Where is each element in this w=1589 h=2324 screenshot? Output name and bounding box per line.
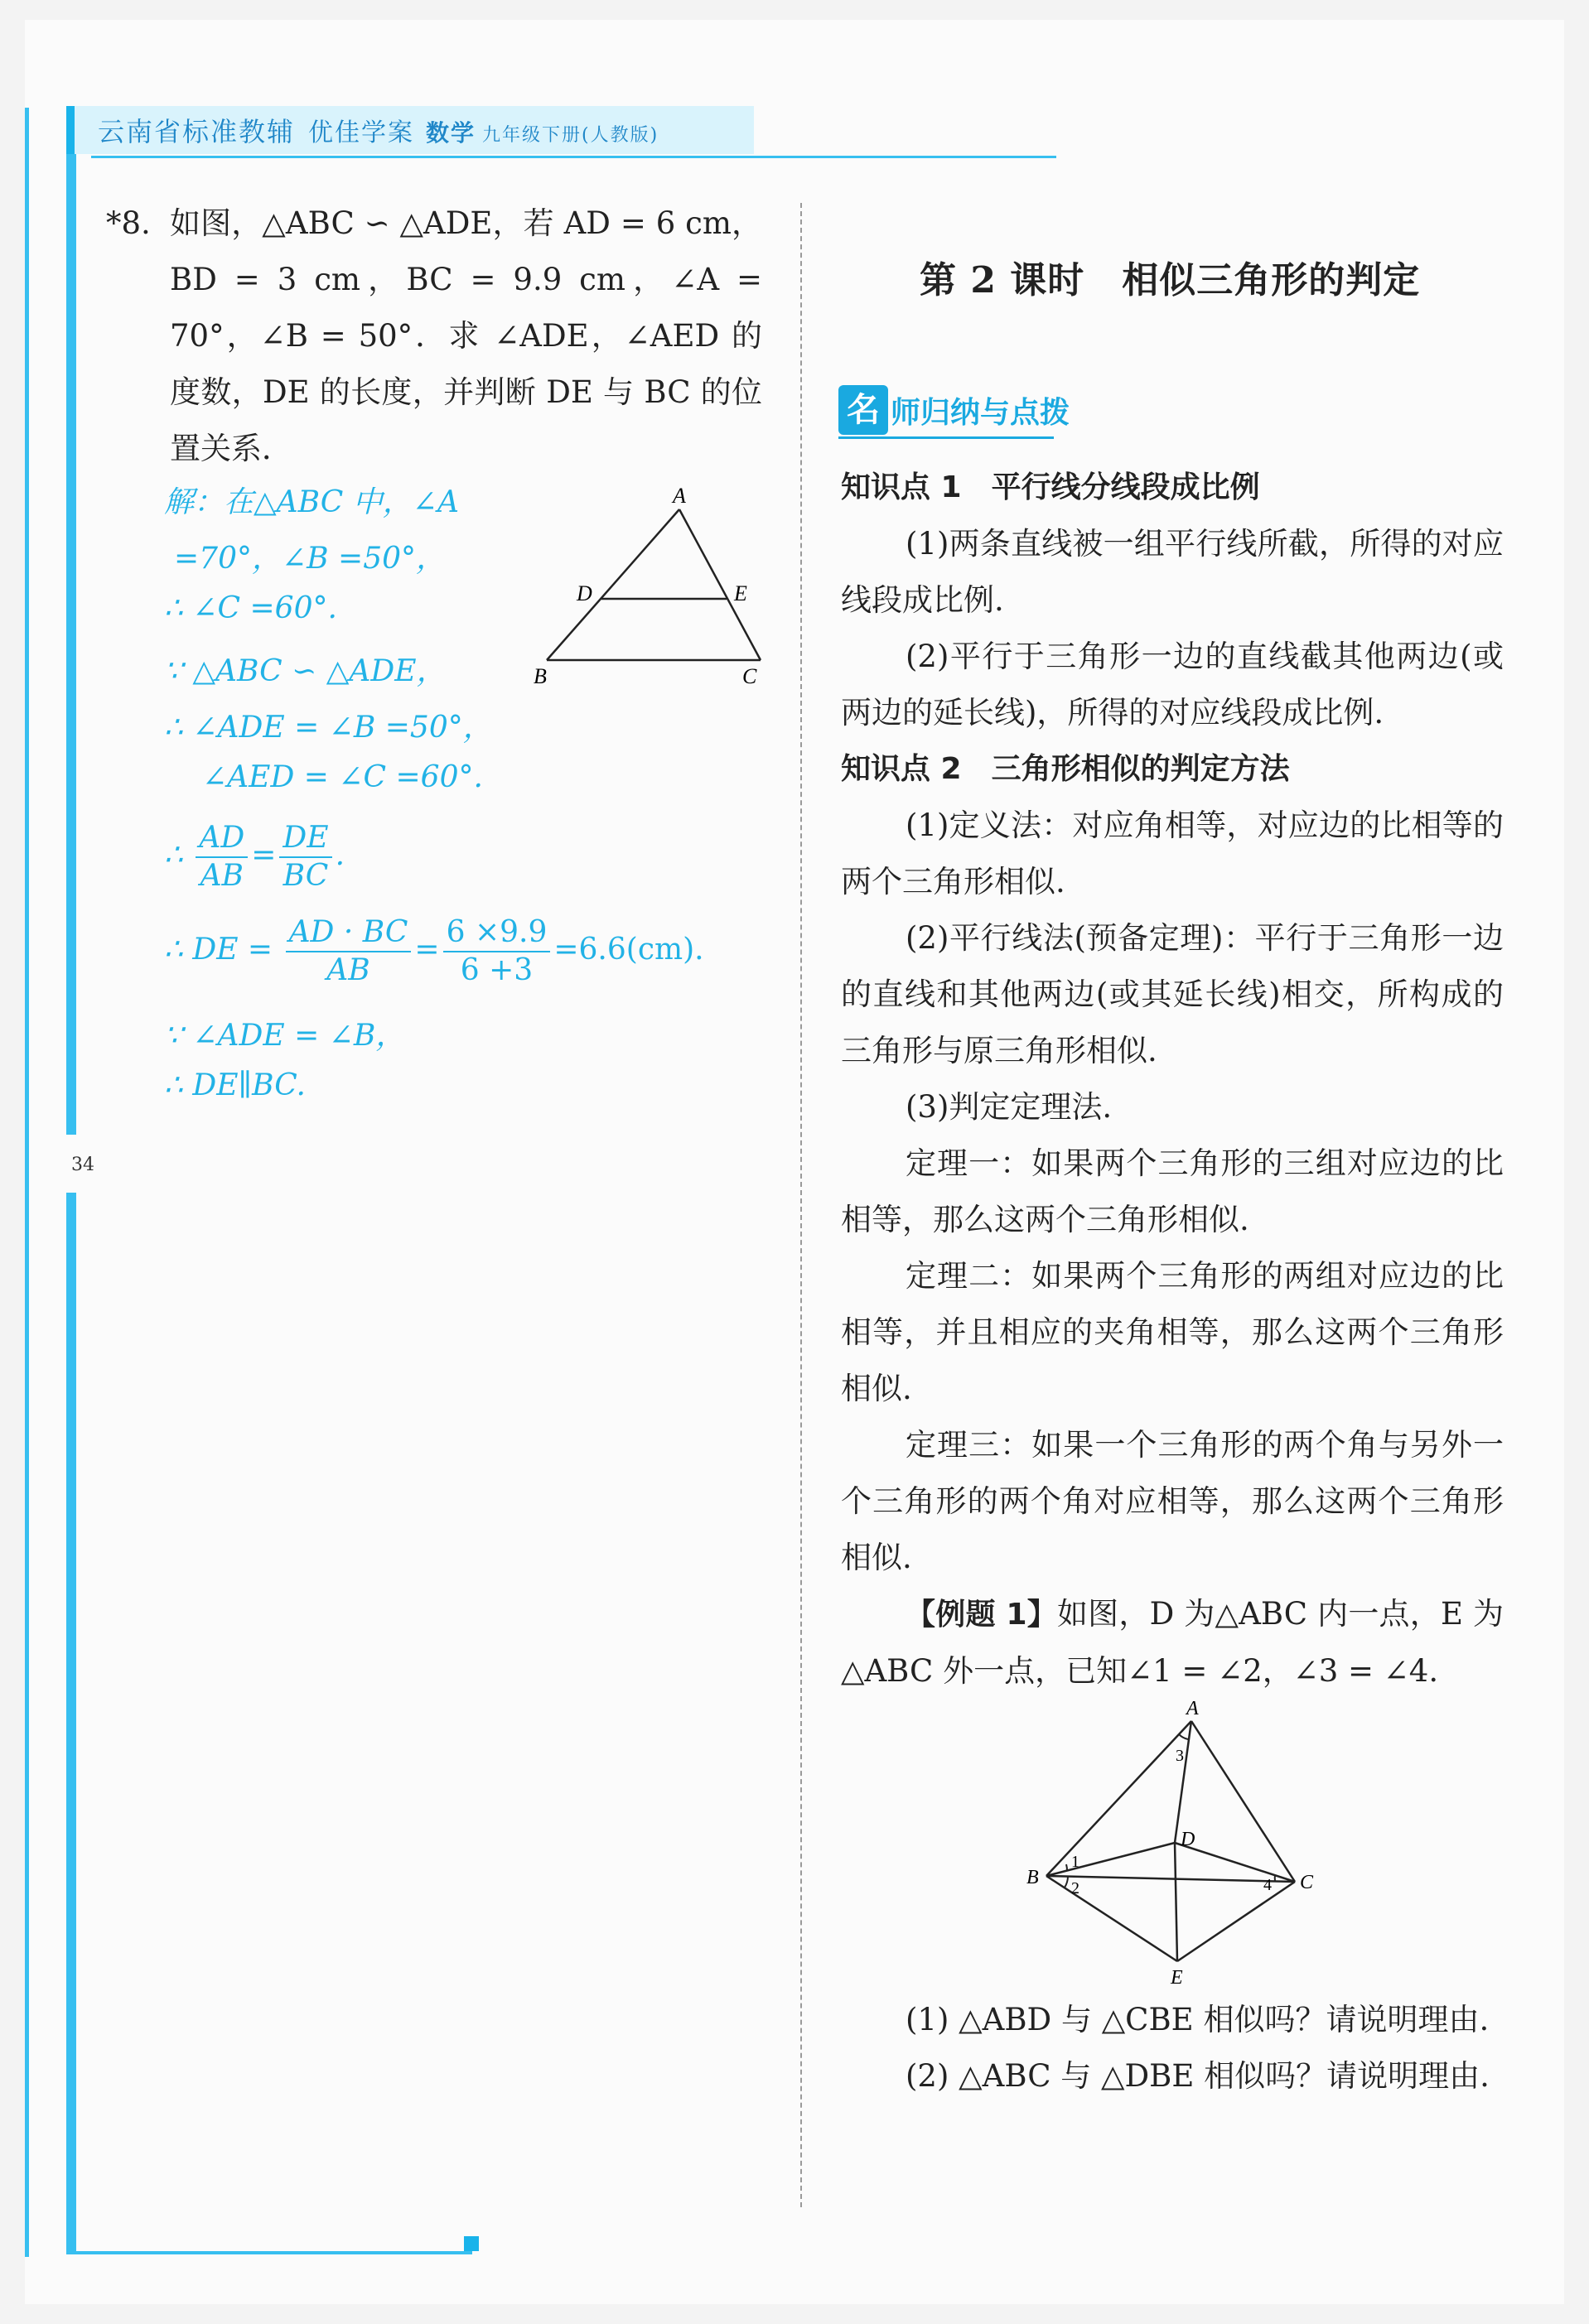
- frac-num-numeric: 6 ×9.9: [443, 914, 551, 952]
- example-questions: [841, 1992, 1504, 2105]
- theorem-2: 定理二：如果两个三角形的两组对应边的比相等，并且相应的夹角相等，那么这两个三角形相似.: [841, 1258, 1504, 1406]
- solution-line-2: =70°，∠B =50°，: [174, 542, 447, 576]
- fraction-numeric: [443, 914, 551, 989]
- fig2-segment-bd: [1046, 1843, 1175, 1876]
- lesson-body: [841, 460, 1504, 1700]
- fig1-label-a: A: [673, 485, 686, 508]
- example-tag: 【例题 1】: [906, 1598, 1057, 1632]
- solution-line-6: ∠AED = ∠C =60°.: [202, 760, 483, 794]
- lesson-title: 第 2 课时 相似三角形的判定: [920, 259, 1421, 301]
- solution-line-9: ∵ ∠ADE = ∠B，: [164, 1019, 406, 1053]
- solution-7-prefix: ∴: [164, 838, 183, 872]
- bottom-corner-square: [464, 2236, 479, 2251]
- question-2: (2) △ABC 与 △DBE 相似吗？请说明理由.: [906, 2058, 1490, 2094]
- frac-num-de: DE: [279, 820, 331, 858]
- frac-den-numeric: 6 +3: [460, 953, 534, 987]
- kp2-paragraph-1: (1)定义法：对应角相等，对应边的比相等的两个三角形相似.: [841, 808, 1504, 899]
- fraction-de-bc: [279, 820, 331, 894]
- fig1-label-e: E: [734, 581, 747, 605]
- problem-8-text: 如图，△ABC ∽ △ADE，若 AD = 6 cm，BD = 3 cm，BC = 9.9 cm，∠A = 70°，∠B = 50°．求 ∠ADE，∠AED 的度数，DE 的长度，并判断 DE 与 BC 的位置关系．: [170, 205, 762, 466]
- fig1-side-ac: [679, 509, 761, 660]
- page-number: 34: [71, 1155, 94, 1175]
- kp1-paragraph-2: (2)平行于三角形一边的直线截其他两边(或两边的延长线)，所得的对应线段成比例.: [841, 639, 1504, 730]
- fraction-adbc-ab: [286, 914, 412, 989]
- header-grade: 九年级下册(人教版): [482, 125, 659, 146]
- fig1-label-b: B: [534, 664, 547, 687]
- column-divider: [800, 203, 802, 2207]
- fig2-angle-2: 2: [1071, 1879, 1079, 1897]
- frac-den-ab-2: AB: [326, 953, 370, 987]
- fig1-label-d: D: [577, 581, 592, 605]
- frac-den-bc: BC: [283, 859, 329, 893]
- figure-example-1: [1015, 1698, 1330, 1988]
- fig2-angle-arc-a3: [1179, 1734, 1188, 1739]
- solution-line-5: ∴ ∠ADE = ∠B =50°，: [164, 711, 493, 745]
- fig2-segment-de: [1175, 1843, 1177, 1961]
- fig2-segment-be: [1046, 1876, 1177, 1961]
- kp1-paragraph-1: (1)两条直线被一组平行线所截，所得的对应线段成比例.: [841, 526, 1504, 618]
- solution-8-end: =6.6(cm).: [553, 933, 704, 967]
- header-title: [98, 111, 659, 149]
- fraction-ad-ab: [196, 820, 248, 894]
- theorem-1: 定理一：如果两个三角形的三组对应边的比相等，那么这两个三角形相似.: [841, 1145, 1504, 1237]
- kp2-paragraph-3: (3)判定定理法.: [906, 1089, 1113, 1125]
- solution-7-end: .: [335, 838, 345, 872]
- bottom-rule: [66, 2251, 472, 2254]
- problem-8-marker: *8.: [106, 205, 151, 241]
- solution-8-prefix: ∴ DE =: [164, 933, 273, 967]
- fig2-side-ac: [1191, 1721, 1295, 1882]
- section-underline: [838, 436, 1054, 439]
- fig2-segment-ce: [1177, 1882, 1295, 1961]
- theorem-3: 定理三：如果一个三角形的两个角与另外一个三角形的两个角对应相等，那么这两个三角形相似.: [841, 1427, 1504, 1575]
- fig2-label-a: A: [1186, 1698, 1199, 1719]
- solution-line-4: ∵ △ABC ∽ △ADE，: [164, 654, 447, 688]
- solution-8-eq: =: [414, 933, 440, 967]
- margin-bar-inner-bottom: [66, 1193, 76, 2253]
- solution-line-10: ∴ DE∥BC.: [164, 1068, 306, 1102]
- fig2-label-c: C: [1300, 1872, 1314, 1893]
- header-book: 优佳学案: [308, 118, 415, 147]
- fig1-label-c: C: [742, 664, 757, 687]
- margin-bar-outer: [25, 108, 29, 2257]
- fig2-side-bc: [1046, 1876, 1295, 1882]
- fig2-angle-3: 3: [1176, 1747, 1184, 1765]
- header-rule: [91, 156, 1056, 158]
- fig1-side-ab: [547, 509, 679, 660]
- solution-line-1: 解：在△ABC 中，∠A: [164, 485, 459, 519]
- header-series: 云南省标准教辅: [98, 116, 296, 147]
- frac-num-ad: AD: [196, 820, 248, 858]
- fig2-angle-4: 4: [1263, 1876, 1272, 1894]
- section-badge: 名: [838, 385, 888, 435]
- margin-bar-inner-top: [66, 108, 76, 1135]
- frac-den-ab: AB: [200, 859, 244, 893]
- example-1: [841, 1586, 1504, 1700]
- fig2-angle-arc-b1: [1066, 1864, 1067, 1871]
- question-1: (1) △ABD 与 △CBE 相似吗？请说明理由.: [906, 2002, 1490, 2037]
- kp1-title: 知识点 1 平行线分线段成比例: [841, 470, 1260, 504]
- fig2-label-d: D: [1181, 1829, 1195, 1850]
- fig2-label-b: B: [1026, 1867, 1039, 1888]
- fig2-angle-1: 1: [1071, 1853, 1079, 1871]
- header-subject: 数学: [426, 119, 476, 147]
- fig2-label-e: E: [1171, 1967, 1183, 1988]
- kp2-paragraph-2: (2)平行线法(预备定理)：平行于三角形一边的直线和其他两边(或其延长线)相交，所构成的三角形与原三角形相似.: [841, 920, 1504, 1068]
- solution-line-3: ∴ ∠C =60°.: [164, 591, 337, 625]
- fig2-segment-ad: [1175, 1721, 1191, 1843]
- solution-line-7: [164, 820, 345, 894]
- figure-triangle-abc-ade: [530, 485, 770, 687]
- section-title: 师归纳与点拨: [891, 396, 1070, 430]
- solution-7-eq: =: [251, 838, 277, 872]
- solution-line-8: [164, 914, 704, 989]
- fig2-angle-arc-b2: [1065, 1877, 1068, 1888]
- fig2-side-ab: [1046, 1721, 1191, 1876]
- example-text: 如图，D 为△ABC 内一点，E 为△ABC 外一点，已知∠1 = ∠2，∠3 = ∠4.: [841, 1596, 1504, 1689]
- kp2-title: 知识点 2 三角形相似的判定方法: [841, 752, 1290, 786]
- frac-num-adbc: AD · BC: [286, 914, 412, 952]
